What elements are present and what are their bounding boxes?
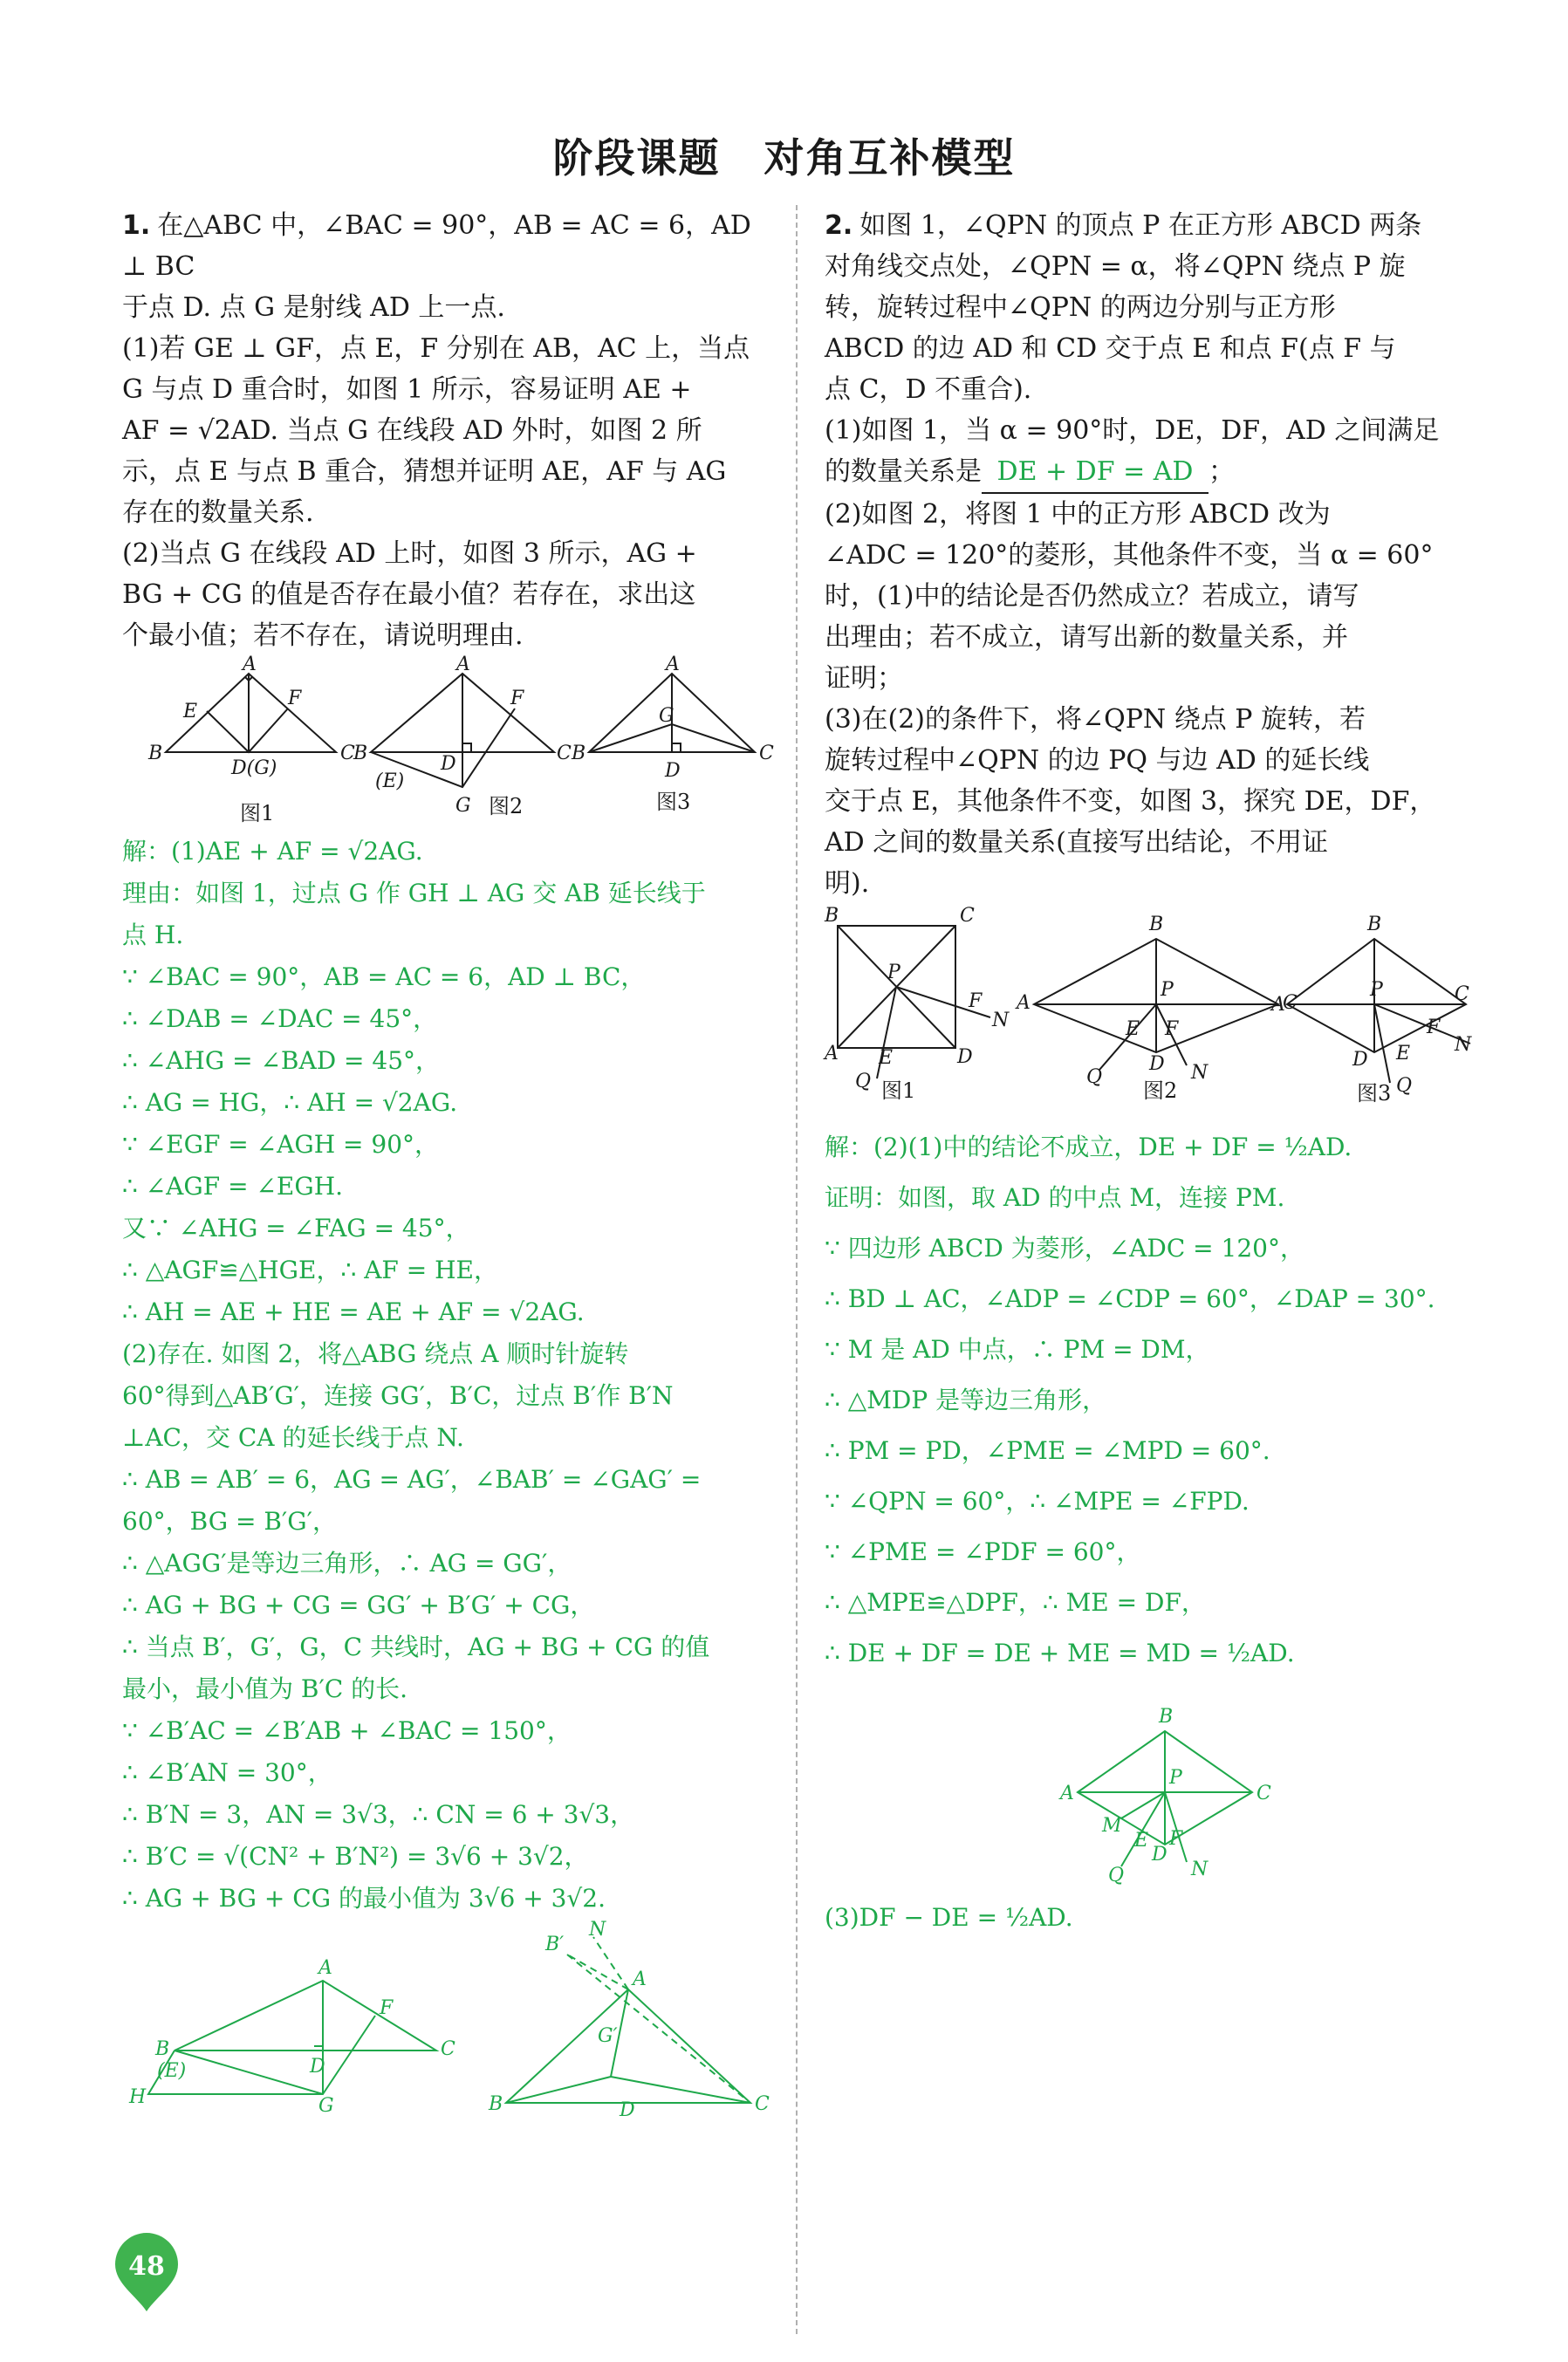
f3-label-C: C xyxy=(1455,983,1469,1005)
problem-1 xyxy=(122,205,772,2146)
f2-label-F: F xyxy=(1165,1018,1179,1040)
sol2-label-B: B xyxy=(489,2093,503,2115)
fig2-caption: 图2 xyxy=(489,794,524,818)
fig3-label-D: D xyxy=(665,760,681,782)
sol2-label-P: P xyxy=(1169,1767,1182,1789)
sol2-label-Bprime: B′ xyxy=(545,1934,565,1955)
f3-label-N: N xyxy=(1455,1034,1472,1056)
p2-fig1-caption: 图1 xyxy=(881,1078,916,1103)
sol2-label-A: A xyxy=(1060,1783,1074,1804)
fig1-caption: 图1 xyxy=(240,801,275,825)
fig1-label-DG: D(G) xyxy=(231,757,277,779)
f1-label-F: F xyxy=(969,990,983,1012)
sol2-label-F: F xyxy=(1169,1828,1183,1850)
sol2-label-D: D xyxy=(1152,1844,1167,1866)
fig3-label-A: A xyxy=(666,654,680,675)
sol2-label-M: M xyxy=(1102,1815,1122,1837)
sol1-label-H: H xyxy=(129,2086,147,2108)
f3-label-F: F xyxy=(1427,1017,1441,1038)
sol1-label-B: B xyxy=(155,2038,170,2060)
p2-fig2-caption: 图2 xyxy=(1143,1078,1178,1103)
sol2-label-A: A xyxy=(633,1968,647,1990)
sol2-label-B: B xyxy=(1159,1706,1174,1728)
fig2-label-B: B xyxy=(353,743,368,764)
sol2-label-N: N xyxy=(589,1919,606,1941)
f1-label-A: A xyxy=(825,1043,839,1065)
fig2-label-C: C xyxy=(557,743,572,764)
fig2-label-E: (E) xyxy=(375,770,405,792)
problem-2-solution-3: (3)DF − DE = ½AD. xyxy=(825,1903,1073,1932)
f2-label-E: E xyxy=(1126,1018,1140,1040)
problem-1-number: 1. xyxy=(122,210,151,241)
f2-label-D: D xyxy=(1149,1053,1165,1075)
f1-label-E: E xyxy=(879,1047,894,1069)
f2-label-C: C xyxy=(1283,992,1298,1014)
fig3-label-G: G xyxy=(659,705,674,727)
sol2-label-C: C xyxy=(1256,1783,1271,1804)
fig3-label-B: B xyxy=(572,743,586,764)
f2-label-Q: Q xyxy=(1086,1066,1103,1088)
fig1-label-C: C xyxy=(340,743,355,764)
sol1-label-C: C xyxy=(441,2038,455,2060)
sol2-label-C: C xyxy=(755,2093,770,2115)
problem-1-figures xyxy=(122,656,772,831)
f2-label-B: B xyxy=(1149,914,1164,935)
sol1-label-A: A xyxy=(318,1957,332,1979)
fig3-caption: 图3 xyxy=(656,790,691,814)
problem-1-stem: 1. 在△ABC 中，∠BAC = 90°，AB = AC = 6，AD ⊥ BC 于点 D. 点 G 是射线 AD 上一点. (1)若 GE ⊥ GF，点 E，F 分别在 AB，AC 上，当点 G 与点 D 重合时，如图 1 所示，容易证明 AE + AF = √2AD. 当点 G 在线段 AD 外时，如图 2 所 示，点 E 与点 B 重合，猜想并证明 AE，AF 与 AG 存在的数量关系. (2)当点 G 在线段 AD 上时，如图 3 所示，AG + BG + CG 的值是否存在最小值？若存在，求出这 个最小值；若不存在，请说明理由. xyxy=(122,210,751,651)
f3-label-B: B xyxy=(1367,914,1382,935)
fig1-label-A: A xyxy=(243,654,257,675)
sol1-label-D: D xyxy=(310,2056,325,2078)
problem-1-solution: 解：(1)AE + AF = √2AG. 理由：如图 1，过点 G 作 GH ⊥ AG 交 AB 延长线于 点 H. ∵ ∠BAC = 90°，AB = AC = 6，AD ⊥ BC， ∴ ∠DAB = ∠DAC = 45°， ∴ ∠AHG = ∠BAD = 45°， ∴ AG = HG，∴ AH = √2AG. ∵ ∠EGF = ∠AGH = 90°， ∴ ∠AGF = ∠EGH. 又∵ ∠AHG = ∠FAG = 45°， ∴ △AGF≌△HGE，∴ AF = HE， ∴ AH = AE + HE = AE + AF = √2AG. (2)存在. 如图 2，将△ABG 绕点 A 顺时针旋转 60°得到△AB′G′，连接 GG′，B′C，过点 B′作 B′N ⊥AC，交 CA 的延长线于点 N. ∴ AB = AB′ = 6，AG = AG′，∠BAB′ = ∠GAG′ = 60°，BG = B′G′， ∴ △AGG′是等边三角形，∴ AG = GG′， ∴ AG + BG + CG = GG′ + B′G′ + CG， ∴ 当点 B′，G′，G，C 共线时，AG + BG + CG 的值 最小，最小值为 B′C 的长. ∵ ∠B′AC = ∠B′AB + ∠BAC = 150°， ∴ ∠B′AN = 30°， ∴ B′N = 3，AN = 3√3，∴ CN = 6 + 3√3， ∴ B′C = √(CN² + B′N²) = 3√6 + 3√2， ∴ AG + BG + CG 的最小值为 3√6 + 3√2. xyxy=(122,837,710,1913)
fig2-label-G: G xyxy=(455,795,471,817)
fig1-label-F: F xyxy=(288,688,302,709)
sol2-label-D: D xyxy=(620,2099,635,2121)
f1-label-P: P xyxy=(887,962,900,983)
f1-label-N: N xyxy=(992,1010,1010,1031)
page-title: 阶段课题 对角互补模型 xyxy=(552,134,1016,181)
problem-2-figures xyxy=(825,904,1479,1105)
f2-label-N: N xyxy=(1191,1062,1209,1084)
f2-label-P: P xyxy=(1161,979,1174,1001)
sol2-label-Gprime: G′ xyxy=(598,2025,618,2047)
sol1-label-F: F xyxy=(380,1997,394,2019)
problem-2 xyxy=(825,205,1479,1939)
f3-label-Q: Q xyxy=(1396,1075,1413,1097)
f1-label-D: D xyxy=(957,1046,973,1068)
fig1-label-E: E xyxy=(183,701,198,722)
problem-2-number: 2. xyxy=(825,210,853,241)
sol2-label-N: N xyxy=(1191,1859,1209,1880)
column-divider xyxy=(796,205,798,2334)
fig1-label-B: B xyxy=(148,743,163,764)
f3-label-D: D xyxy=(1352,1049,1368,1071)
sol1-label-G: G xyxy=(318,2095,334,2117)
f2-label-A: A xyxy=(1017,992,1030,1014)
sol2-label-Q: Q xyxy=(1108,1865,1125,1886)
problem-2-solution-figure xyxy=(825,1696,1479,1897)
page-number: 48 xyxy=(128,2251,165,2282)
f3-label-A: A xyxy=(1271,994,1285,1016)
sol2-label-E: E xyxy=(1134,1830,1149,1852)
page-number-badge xyxy=(112,2229,181,2313)
sol1-label-E: (E) xyxy=(157,2060,187,2082)
fig2-label-D: D xyxy=(441,753,456,775)
fig3-label-C: C xyxy=(759,743,774,764)
answer-blank: DE + DF = AD xyxy=(982,451,1209,494)
f1-label-C: C xyxy=(960,905,975,927)
problem-1-solution-figures xyxy=(122,1920,772,2146)
fig2-label-F: F xyxy=(510,688,524,709)
f1-label-Q: Q xyxy=(855,1071,872,1092)
f3-label-E: E xyxy=(1396,1043,1411,1065)
problem-2-solution: 解：(2)(1)中的结论不成立，DE + DF = ½AD. 证明：如图，取 AD 的中点 M，连接 PM. ∵ 四边形 ABCD 为菱形，∠ADC = 120°， ∴ BD ⊥ AC，∠ADP = ∠CDP = 60°，∠DAP = 30°. ∵ M 是 AD 中点，∴ PM = DM， ∴ △MDP 是等边三角形， ∴ PM = PD，∠PME = ∠MPD = 60°. ∵ ∠QPN = 60°，∴ ∠MPE = ∠FPD. ∵ ∠PME = ∠PDF = 60°， ∴ △MPE≌△DPF，∴ ME = DF， ∴ DE + DF = DE + ME = MD = ½AD. xyxy=(825,1133,1435,1667)
f3-label-P: P xyxy=(1370,979,1383,1001)
fig2-label-A: A xyxy=(456,654,470,675)
problem-2-stem: 2. 如图 1，∠QPN 的顶点 P 在正方形 ABCD 两条 对角线交点处，∠QPN = α，将∠QPN 绕点 P 旋 转，旋转过程中∠QPN 的两边分别与正方形 ABCD 的边 AD 和 CD 交于点 E 和点 F(点 F 与 点 C，D 不重合). (1)如图 1，当 α = 90°时，DE，DF，AD 之间满足 的数量关系是 DE + DF = AD ； (2)如图 2，将图 1 中的正方形 ABCD 改为 ∠ADC = 120°的菱形，其他条件不变，当 α = 60° 时，(1)中的结论是否仍然成立？若成立，请写 出理由；若不成立，请写出新的数量关系，并 证明； (3)在(2)的条件下，将∠QPN 绕点 P 旋转，若 旋转过程中∠QPN 的边 PQ 与边 AD 的延长线 交于点 E，其他条件不变，如图 3，探究 DE，DF， AD 之间的数量关系(直接写出结论，不用证 明). xyxy=(825,210,1440,899)
p2-fig3-caption: 图3 xyxy=(1357,1081,1392,1106)
f1-label-B: B xyxy=(825,905,839,927)
